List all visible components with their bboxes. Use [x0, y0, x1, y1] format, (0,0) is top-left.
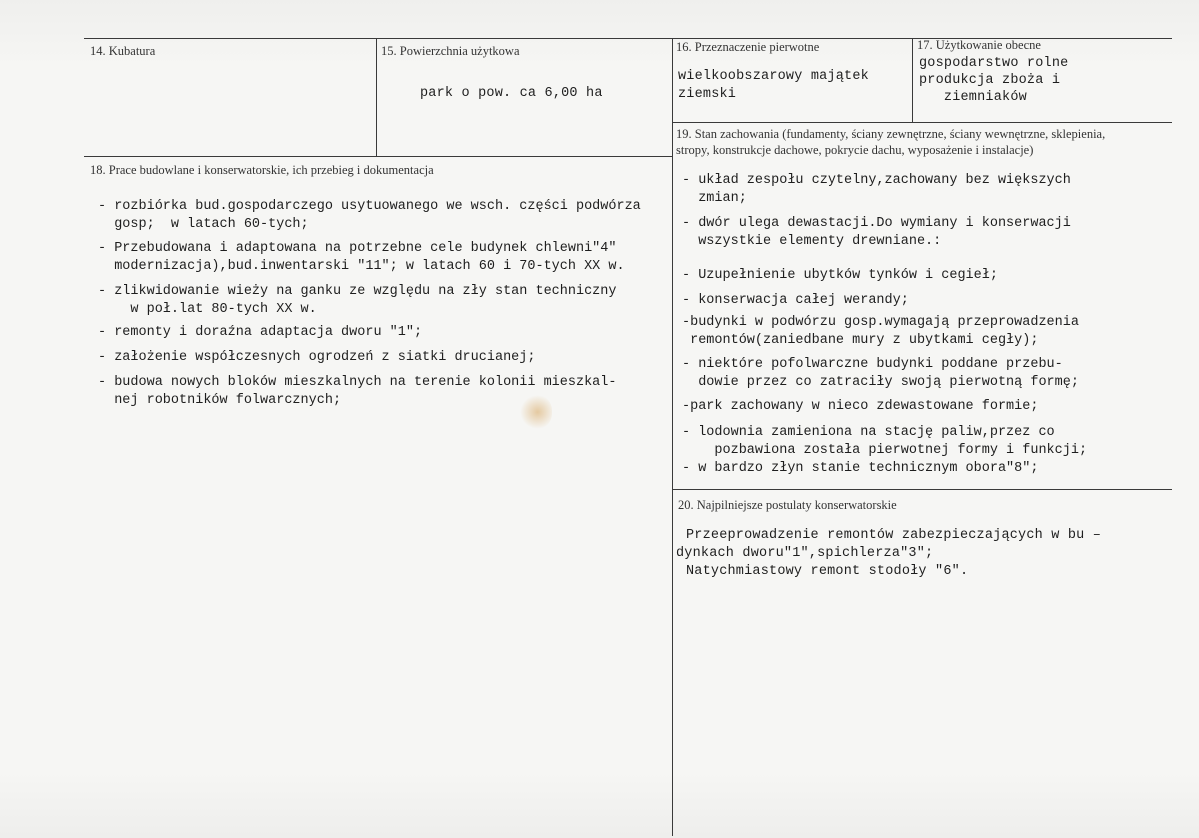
list-item-line: - budowa nowych bloków mieszkalnych na terenie kolonii mieszkal- — [98, 375, 617, 390]
list-item — [98, 324, 422, 342]
field-15-label: 15. Powierzchnia użytkowa — [381, 44, 520, 58]
list-item-line: -budynki w podwórzu gosp.wymagają przeprowadzenia — [682, 315, 1079, 330]
list-item — [682, 356, 1079, 392]
list-item — [98, 349, 535, 367]
field-17-label: 17. Użytkowanie obecne — [917, 38, 1041, 52]
field-18-label: 18. Prace budowlane i konserwatorskie, ich przebieg i dokumentacja — [90, 163, 434, 177]
list-item-line: - konserwacja całej werandy; — [682, 293, 909, 308]
list-item-line: wszystkie elementy drewniane.: — [682, 234, 942, 249]
divider-14-15 — [376, 38, 377, 156]
list-item-line: - zlikwidowanie wieży na ganku ze względu na zły stan techniczny — [98, 284, 617, 299]
list-item — [682, 398, 1038, 416]
field-20-label: 20. Najpilniejsze postulaty konserwatorskie — [678, 498, 897, 512]
field-14-label: 14. Kubatura — [90, 44, 156, 58]
field-15-value: park o pow. ca 6,00 ha — [420, 86, 603, 101]
list-item-line: - założenie współczesnych ogrodzeń z siatki drucianej; — [98, 350, 536, 365]
paper-stain — [520, 395, 552, 429]
list-item-line: nej robotników folwarcznych; — [98, 393, 342, 408]
field-16-value-line: ziemski — [678, 87, 737, 102]
list-item-line: - rozbiórka bud.gospodarczego usytuowanego we wsch. części podwórza — [98, 199, 641, 214]
field-17-value-line: ziemniaków — [919, 90, 1027, 105]
row-divider-20 — [672, 489, 1172, 490]
list-item-line: -park zachowany w nieco zdewastowane formie; — [682, 399, 1039, 414]
list-item — [682, 292, 909, 310]
list-item-line: dowie przez co zatraciły swoją pierwotną formę; — [682, 375, 1079, 390]
field-19-label-line: 19. Stan zachowania (fundamenty, ściany zewnętrzne, ściany wewnętrzne, sklepienia, — [676, 127, 1106, 141]
field-16-label: 16. Przeznaczenie pierwotne — [676, 40, 820, 54]
list-item — [98, 240, 625, 276]
row-divider-18 — [84, 156, 673, 157]
list-item — [682, 215, 1071, 251]
field-17-value-line: produkcja zboża i — [919, 73, 1061, 88]
divider-16-17 — [912, 38, 913, 122]
list-item — [682, 172, 1071, 208]
field-17-value-line: gospodarstwo rolne — [919, 56, 1069, 71]
list-item-line: modernizacja),bud.inwentarski "11"; w latach 60 i 70-tych XX w. — [98, 259, 625, 274]
list-item — [682, 267, 998, 285]
list-item — [98, 198, 641, 234]
list-item — [682, 424, 1087, 460]
list-item-line: gosp; w latach 60-tych; — [98, 217, 309, 232]
field-20-line: dynkach dworu"1",spichlerza"3"; — [676, 546, 934, 561]
list-item — [98, 283, 616, 319]
list-item-line: - niektóre pofolwarczne budynki poddane przebu- — [682, 357, 1063, 372]
list-item-line: - Przebudowana i adaptowana na potrzebne cele budynek chlewni"4" — [98, 241, 617, 256]
row-divider-19 — [672, 122, 1172, 123]
list-item-line: - Uzupełnienie ubytków tynków i cegieł; — [682, 268, 998, 283]
list-item-line: pozbawiona została pierwotnej formy i funkcji; — [682, 443, 1088, 458]
list-item — [682, 314, 1079, 350]
list-item — [682, 460, 1038, 478]
field-20-line: Przeeprowadzenie remontów zabezpieczających w bu – — [686, 528, 1102, 543]
divider-15-16 — [672, 38, 673, 836]
list-item-line: - w bardzo złyn stanie technicznym obora"8"; — [682, 461, 1039, 476]
list-item-line: - układ zespołu czytelny,zachowany bez większych — [682, 173, 1071, 188]
list-item-line: - dwór ulega dewastacji.Do wymiany i konserwacji — [682, 216, 1071, 231]
list-item-line: zmian; — [682, 191, 747, 206]
field-20-line: Natychmiastowy remont stodoły "6". — [686, 564, 969, 579]
list-item-line: remontów(zaniedbane mury z ubytkami cegły); — [682, 333, 1039, 348]
list-item-line: - remonty i doraźna adaptacja dworu "1"; — [98, 325, 423, 340]
list-item-line: - lodownia zamieniona na stację paliw,przez co — [682, 425, 1055, 440]
field-16-value-line: wielkoobszarowy majątek — [678, 69, 869, 84]
list-item-line: w poł.lat 80-tych XX w. — [98, 302, 317, 317]
field-19-label-line: stropy, konstrukcje dachowe, pokrycie dachu, wyposażenie i instalacje) — [676, 143, 1034, 157]
